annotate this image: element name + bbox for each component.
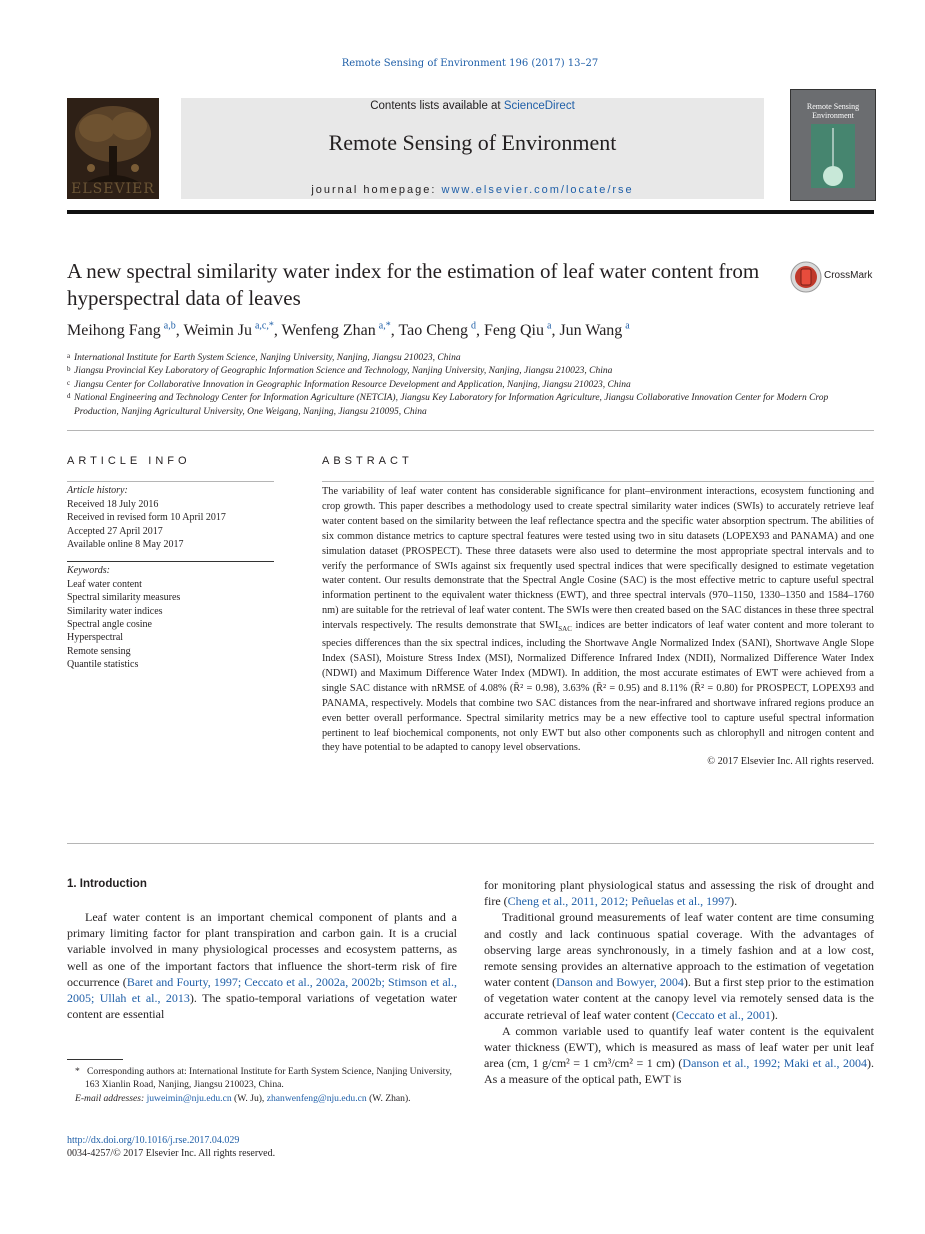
header-rule — [67, 210, 874, 214]
article-title: A new spectral similarity water index for the estimation of leaf water content from hyperspectral data of leaves — [67, 259, 760, 310]
contents-line — [181, 100, 764, 112]
email-link-1[interactable]: juweimin@nju.edu.cn — [146, 1092, 232, 1104]
section-divider — [67, 430, 874, 431]
journal-masthead — [181, 98, 764, 199]
keyword-item: Leaf water content — [67, 578, 142, 590]
page-footer — [67, 1134, 467, 1161]
intro-paragraph-2 — [484, 909, 874, 1022]
paragraph-text: ). — [770, 1007, 778, 1022]
history-item: Received 18 July 2016 — [67, 498, 159, 510]
email-link-2[interactable]: zhanwenfeng@nju.edu.cn — [266, 1092, 367, 1104]
author-list — [67, 321, 887, 340]
affiliation-key: d — [67, 392, 71, 401]
footnotes — [67, 1065, 459, 1105]
journal-homepage — [181, 184, 764, 196]
corresponding-text: Corresponding authors at: International Institute for Earth System Science, Nanjing University, 163 Xianlin Road, Nanjing, Jiangsu 210023, China. — [85, 1066, 452, 1091]
paragraph-text: ). — [730, 894, 738, 909]
publisher-wordmark: ELSEVIER — [71, 181, 155, 197]
author-name: Weimin Ju — [183, 322, 252, 340]
abstract-divider — [322, 481, 874, 482]
keyword-item: Similarity water indices — [67, 605, 163, 617]
crossmark-label: CrossMark — [824, 270, 873, 281]
journal-citation[interactable]: Remote Sensing of Environment 196 (2017) 13–27 — [341, 58, 599, 69]
author-affiliation-marker[interactable]: a,b — [163, 321, 176, 332]
affiliation-list — [67, 352, 874, 419]
abstract-part-1: The variability of leaf water content has considerable significance for plant–environment interactions, ecosystem functioning and crop growth. This paper describes a methodology used to create spectral similarity water indices (SWIs) to accurately retrieve leaf water content based on the similarity between the leaf reflectance spectra and the specific water absorption spectrum. The abilities of six common distance metrics to capture spectral features were tested using two in situ datasets (LOPEX93 and PANAMA) and one simulation dataset (PROSPECT). These three datasets were also used to determine the most appropriate spectral intervals and to verify the performance of SWIs against six frequently used spectral indices that were specifically designed to estimate vegetation water content. Our results demonstrate that the Spectral Angle Cosine (SAC) is the most effective metric to capture useful spectral information pertinent to the equivalent water thickness (EWT), and three spectral intervals (970–1150, 1330–1350 and 1584–1760 nm) are suitable for the retrieval of leaf water content. The SWIs were then created based on the SAC distances in these three spectral intervals respectively. The results demonstrate that SWI — [322, 486, 874, 632]
keyword-item: Spectral similarity measures — [67, 592, 181, 604]
crossmark-icon — [790, 260, 822, 294]
doi-link[interactable]: http://dx.doi.org/10.1016/j.rse.2017.04.029 — [67, 1135, 240, 1146]
abstract-part-2: indices are better indicators of leaf water content and more tolerant to species differences than the six spectral indices, including the Shortwave Angle Normalized Index (SANI), Shortwave Angle Slope Index (SASI), Moisture Stress Index (MSI), Normalized Difference Infrared Index (NDII), Normalized Difference Water Index (NDWI) and Maximum Difference Water Index (MDWI). In addition, the most accurate estimates of EWT were achieved from a single SAC distance with nRMSE of 4.08% (R̄² = 0.98), 3.63% (R̄² = 0.95) and 8.11% (R̄² = 0.80) for PROSPECT, LOPEX93 and PANAMA, respectively. Models that combine two SAC distances from the near-infrared and shortwave infrared regions produce an even better overall performance. Spectral similarity metrics may be a new effective tool to capture useful spectral information pertinent to leaf biochemical components, not only EWT but also other components such as chlorophyll and nitrogen content and they have potential to be adapted to canopy level observations. — [322, 620, 874, 754]
author-affiliation-marker[interactable]: d — [470, 321, 476, 332]
email-owner-1: (W. Ju), — [231, 1092, 267, 1104]
author-name: Jun Wang — [559, 322, 623, 340]
keyword-item: Quantile statistics — [67, 659, 139, 671]
crossmark-badge[interactable] — [790, 260, 880, 294]
keyword-item: Spectral angle cosine — [67, 619, 152, 631]
citation-link[interactable]: Danson et al., 1992; Maki et al., 2004 — [682, 1056, 867, 1071]
info-divider — [67, 481, 274, 482]
abstract-subscript: SAC — [558, 625, 572, 634]
history-item: Available online 8 May 2017 — [67, 539, 184, 551]
affiliation — [67, 392, 874, 419]
citation-link[interactable]: Ceccato et al., 2001 — [675, 1007, 771, 1022]
author-name: Meihong Fang — [67, 322, 161, 340]
paragraph-text: ). The spatio-temporal variations of vegetation water content are essential — [67, 991, 457, 1022]
citation-link[interactable]: Danson and Bowyer, 2004 — [556, 975, 684, 990]
history-item: Received in revised form 10 April 2017 — [67, 512, 226, 524]
paragraph-text: Leaf water content is an important chemical component of plants and a primary limiting factor for plant transpiration and carbon gain. It is a crucial variable involved in many physiological processes and ecosystem patterns, as well as one of the important factors that influence the short-term risk of fire occurrence ( — [67, 910, 457, 989]
cover-title: Remote Sensing Environment — [806, 102, 860, 120]
history-item: Accepted 27 April 2017 — [67, 525, 163, 537]
paragraph-text: for monitoring plant physiological status and assessing the risk of drought and fire ( — [484, 878, 874, 909]
keywords-divider — [67, 561, 274, 562]
author — [559, 322, 629, 339]
homepage-prefix: journal homepage: — [311, 184, 442, 196]
affiliation-key: a — [67, 352, 71, 360]
issn-line: 0034-4257/© 2017 Elsevier Inc. All rights reserved. — [67, 1148, 276, 1160]
paragraph-text: Traditional ground measurements of leaf water content are time consuming and costly and lack continuous spatial coverage. With the advantages of observing large areas synchronously, in a timely fashion and at a low cost, remote sensing provides an alternative approach to the estimation of vegetation water content ( — [484, 910, 874, 990]
author — [183, 322, 281, 339]
article-info-heading: ARTICLE INFO — [67, 455, 191, 467]
author-affiliation-marker[interactable]: a,c,* — [254, 321, 274, 332]
affiliation-text: National Engineering and Technology Center for Information Agriculture (NETCIA), Jiangsu Key Laboratory for Information Agriculture, Jiangsu Collaborative Innovation Center for Modern Crop Production, Nanjing Agricultural University, One Weigang, Nanjing, Jiangsu 210095, China — [74, 393, 829, 417]
email-note — [67, 1092, 459, 1105]
homepage-link[interactable]: www.elsevier.com/locate/rse — [441, 184, 634, 196]
affiliation-key: b — [67, 365, 71, 374]
body-left-column — [67, 909, 457, 1022]
abstract-copyright: © 2017 Elsevier Inc. All rights reserved. — [707, 756, 874, 768]
journal-cover[interactable] — [790, 89, 876, 201]
affiliation-key: c — [67, 378, 71, 387]
abstract — [322, 455, 874, 767]
article-info — [67, 455, 274, 672]
keyword-item: Hyperspectral — [67, 632, 124, 644]
affiliation — [67, 365, 874, 378]
author-affiliation-marker[interactable]: a,* — [378, 321, 391, 332]
keywords-label: Keywords: — [67, 565, 110, 577]
cover-art-icon — [791, 90, 875, 200]
body-divider — [67, 843, 874, 844]
sciencedirect-link[interactable]: ScienceDirect — [503, 100, 575, 112]
paragraph-text: A common variable used to quantify leaf water content is the equivalent water thickness (EWT), which is measured as mass of leaf water per unit leaf area (cm, 1 g/cm² = 1 cm³/cm² = 1 cm) ( — [484, 1023, 874, 1071]
introduction-heading: 1. Introduction — [67, 878, 147, 890]
email-owner-2: (W. Zhan). — [366, 1092, 411, 1104]
author — [67, 322, 183, 339]
email-label: E-mail addresses: — [75, 1092, 147, 1104]
paragraph-text: ). But a first step prior to the estimation of vegetation water content at the canopy level via remotely sensed data is the accurate retrieval of leaf water content ( — [484, 975, 875, 1022]
author — [484, 322, 559, 339]
author-separator: , — [273, 322, 282, 340]
history-label: Article history: — [67, 485, 128, 497]
keyword-item: Remote sensing — [67, 645, 131, 657]
history-list — [67, 498, 274, 552]
author-separator: , — [390, 322, 399, 340]
affiliation-text: International Institute for Earth System Science, Nanjing University, Nanjing, Jiangsu 210023, China — [74, 353, 461, 363]
author-affiliation-marker[interactable]: a — [625, 321, 630, 332]
body-right-column — [484, 877, 874, 1088]
affiliation — [67, 379, 874, 392]
author — [398, 322, 484, 339]
affiliation — [67, 352, 874, 365]
citation-link[interactable]: Cheng et al., 2011, 2012; Peñuelas et al., 1997 — [507, 894, 731, 909]
author-separator: , — [475, 322, 484, 340]
affiliation-text: Jiangsu Center for Collaborative Innovation in Geographic Information Resource Development and Application, Nanjing, Jiangsu 210023, China — [74, 379, 631, 390]
corresponding-author-note: * Corresponding authors at: International Institute for Earth System Science, Nanjing University, 163 Xianlin Road, Nanjing, Jiangsu 210023, China. — [75, 1066, 452, 1091]
elsevier-logo — [67, 98, 159, 199]
abstract-heading: ABSTRACT — [322, 455, 413, 467]
paragraph-text: ). As a measure of the optical path, EWT is — [484, 1056, 874, 1087]
keyword-list — [67, 578, 274, 672]
affiliation-text: Jiangsu Provincial Key Laboratory of Geographic Information Science and Technology, Nanjing University, Nanjing, Jiangsu 210023, China — [74, 366, 613, 377]
citation-link[interactable]: Baret and Fourty, 1997; Ceccato et al., 2002a, 2002b; Stimson et al., 2005; Ullah et al., 2013 — [67, 974, 457, 1006]
author-separator: , — [175, 322, 184, 340]
intro-paragraph-1 — [67, 909, 457, 1022]
abstract-body — [322, 485, 874, 756]
contents-prefix: Contents lists available at — [370, 100, 504, 112]
journal-title: Remote Sensing of Environment — [328, 130, 617, 155]
footnote-rule — [67, 1059, 123, 1060]
intro-paragraph-1-cont — [484, 877, 874, 909]
author-name: Tao Cheng — [398, 322, 468, 340]
author — [282, 322, 399, 339]
author-affiliation-marker[interactable]: a — [546, 321, 552, 332]
intro-paragraph-3 — [484, 1023, 874, 1088]
author-separator: , — [551, 322, 560, 340]
author-name: Wenfeng Zhan — [281, 322, 376, 340]
author-name: Feng Qiu — [483, 322, 544, 340]
